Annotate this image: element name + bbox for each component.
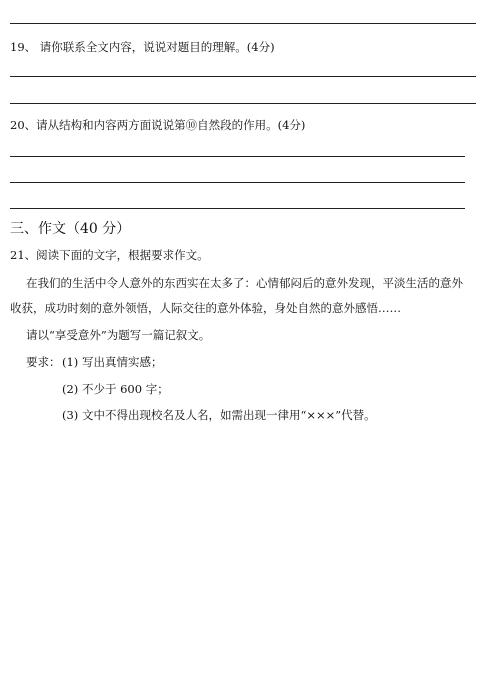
question-20-text: 20、请从结构和内容两方面说说第⑩自然段的作用。(4分) [10, 118, 306, 132]
answer-line [10, 76, 476, 77]
requirement-item: (1) 写出真情实感； [62, 355, 163, 369]
essay-task: 请以“享受意外”为题写一篇记叙文。 [26, 328, 211, 342]
answer-line [10, 23, 476, 24]
passage-line: 收获，成功时刻的意外领悟，人际交往的意外体验，身处自然的意外感悟…… [10, 301, 401, 315]
section-title: 三、作文（40 分） [10, 221, 131, 237]
passage-line: 在我们的生活中令人意外的东西实在太多了：心情郁闷后的意外发现，平淡生活的意外 [26, 276, 463, 290]
answer-line [10, 156, 465, 157]
answer-line [10, 103, 476, 104]
answer-line [10, 208, 465, 209]
requirement-label: 要求： [26, 355, 61, 369]
question-21-prompt: 21、阅读下面的文字，根据要求作文。 [10, 248, 209, 262]
requirement-item: (3) 文中不得出现校名及人名，如需出现一律用“×××”代替。 [62, 408, 376, 422]
answer-line [10, 182, 465, 183]
question-19-text: 19、 请你联系全文内容，说说对题目的理解。(4分) [10, 40, 275, 54]
requirement-item: (2) 不少于 600 字； [62, 382, 169, 396]
